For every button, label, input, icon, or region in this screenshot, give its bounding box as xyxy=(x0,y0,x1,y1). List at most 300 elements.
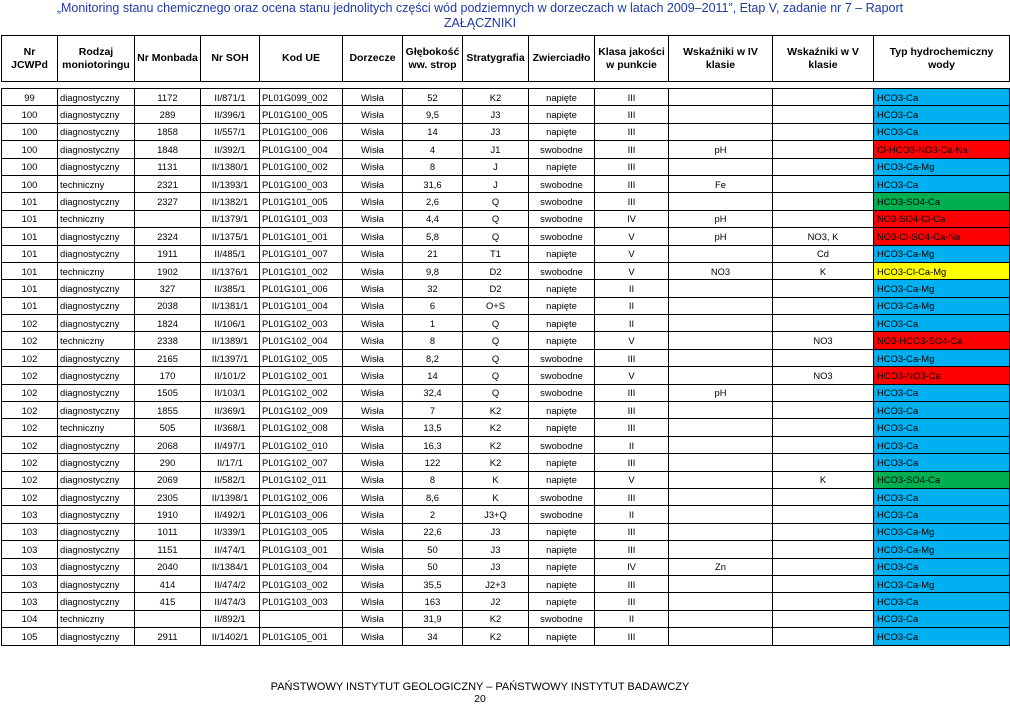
table-row xyxy=(2,228,1010,245)
cell-water-table: swobodne xyxy=(529,193,595,210)
page-number: 20 xyxy=(474,693,486,705)
cell-quality-class: II xyxy=(595,506,669,523)
cell-hydrochemical-type: HCO3-Ca-Mg xyxy=(874,245,1010,262)
cell-river-basin: Wisła xyxy=(343,332,403,349)
cell-monitoring-type: diagnostyczny xyxy=(58,280,135,297)
table-row xyxy=(2,506,1010,523)
table-row xyxy=(2,89,1010,106)
cell-eu-code: PL01G102_006 xyxy=(260,488,343,505)
cell-class-iv-indicators xyxy=(669,193,773,210)
cell-water-table: napięte xyxy=(529,245,595,262)
cell-monitoring-type: diagnostyczny xyxy=(58,123,135,140)
cell-eu-code: PL01G100_005 xyxy=(260,106,343,123)
cell-monitoring-type: diagnostyczny xyxy=(58,315,135,332)
cell-water-table: napięte xyxy=(529,628,595,645)
cell-stratigraphy: T1 xyxy=(463,245,529,262)
cell-monbada: 327 xyxy=(135,280,201,297)
cell-quality-class: III xyxy=(595,593,669,610)
table-row xyxy=(2,315,1010,332)
cell-stratigraphy: K2 xyxy=(463,419,529,436)
cell-quality-class: II xyxy=(595,436,669,453)
cell-class-iv-indicators xyxy=(669,454,773,471)
cell-river-basin: Wisła xyxy=(343,315,403,332)
cell-river-basin: Wisła xyxy=(343,558,403,575)
cell-monitoring-type: diagnostyczny xyxy=(58,367,135,384)
cell-eu-code: PL01G102_009 xyxy=(260,402,343,419)
cell-depth: 8 xyxy=(403,158,463,175)
cell-jcwpd: 101 xyxy=(2,297,58,314)
cell-depth: 50 xyxy=(403,541,463,558)
table-row xyxy=(2,262,1010,279)
cell-class-iv-indicators: pH xyxy=(669,228,773,245)
cell-class-iv-indicators xyxy=(669,506,773,523)
cell-class-iv-indicators: pH xyxy=(669,384,773,401)
cell-river-basin: Wisła xyxy=(343,367,403,384)
cell-water-table: napięte xyxy=(529,575,595,592)
cell-depth: 22,6 xyxy=(403,523,463,540)
cell-hydrochemical-type: HCO3-SO4-Ca xyxy=(874,193,1010,210)
table-row xyxy=(2,210,1010,227)
table-row xyxy=(2,106,1010,123)
cell-river-basin: Wisła xyxy=(343,141,403,158)
cell-hydrochemical-type: HCO3-Ca xyxy=(874,315,1010,332)
cell-stratigraphy: Q xyxy=(463,349,529,366)
cell-stratigraphy: Q xyxy=(463,228,529,245)
cell-class-iv-indicators: Zn xyxy=(669,558,773,575)
cell-quality-class: III xyxy=(595,523,669,540)
cell-hydrochemical-type: HCO3-Ca xyxy=(874,610,1010,627)
cell-depth: 9,8 xyxy=(403,262,463,279)
cell-jcwpd: 102 xyxy=(2,419,58,436)
cell-river-basin: Wisła xyxy=(343,454,403,471)
cell-soh: II/474/3 xyxy=(201,593,260,610)
cell-stratigraphy: K2 xyxy=(463,89,529,106)
cell-monitoring-type: techniczny xyxy=(58,610,135,627)
cell-monitoring-type: diagnostyczny xyxy=(58,436,135,453)
cell-river-basin: Wisła xyxy=(343,628,403,645)
cell-class-v-indicators xyxy=(773,575,874,592)
cell-monitoring-type: diagnostyczny xyxy=(58,349,135,366)
cell-water-table: napięte xyxy=(529,541,595,558)
cell-water-table: napięte xyxy=(529,471,595,488)
cell-stratigraphy: Q xyxy=(463,210,529,227)
column-header-jcwpd: Nr JCWPd xyxy=(2,36,58,82)
column-header-class-iv-indicators: Wskaźniki w IV klasie xyxy=(669,36,773,82)
cell-monbada: 415 xyxy=(135,593,201,610)
cell-jcwpd: 100 xyxy=(2,106,58,123)
column-header-depth: Głębokość ww. strop xyxy=(403,36,463,82)
cell-monitoring-type: diagnostyczny xyxy=(58,106,135,123)
cell-water-table: swobodne xyxy=(529,210,595,227)
table-row xyxy=(2,141,1010,158)
table-row xyxy=(2,436,1010,453)
cell-stratigraphy: O+S xyxy=(463,297,529,314)
cell-hydrochemical-type: HCO3-Ca xyxy=(874,454,1010,471)
cell-monitoring-type: diagnostyczny xyxy=(58,506,135,523)
cell-river-basin: Wisła xyxy=(343,349,403,366)
cell-class-v-indicators xyxy=(773,315,874,332)
cell-soh: II/474/2 xyxy=(201,575,260,592)
cell-monitoring-type: diagnostyczny xyxy=(58,228,135,245)
cell-water-table: napięte xyxy=(529,297,595,314)
cell-monitoring-type: diagnostyczny xyxy=(58,89,135,106)
cell-class-v-indicators: K xyxy=(773,471,874,488)
cell-monbada: 1911 xyxy=(135,245,201,262)
cell-hydrochemical-type: HCO3-Ca-Mg xyxy=(874,349,1010,366)
cell-depth: 2 xyxy=(403,506,463,523)
cell-stratigraphy: Q xyxy=(463,332,529,349)
table-row xyxy=(2,332,1010,349)
cell-class-v-indicators xyxy=(773,419,874,436)
cell-quality-class: IV xyxy=(595,558,669,575)
cell-river-basin: Wisła xyxy=(343,193,403,210)
cell-soh: II/1381/1 xyxy=(201,297,260,314)
cell-hydrochemical-type: HCO3-Ca-Mg xyxy=(874,158,1010,175)
cell-soh: II/492/1 xyxy=(201,506,260,523)
cell-monbada: 289 xyxy=(135,106,201,123)
cell-eu-code: PL01G101_003 xyxy=(260,210,343,227)
cell-hydrochemical-type: HCO3-Ca xyxy=(874,419,1010,436)
cell-water-table: swobodne xyxy=(529,262,595,279)
cell-river-basin: Wisła xyxy=(343,610,403,627)
header-spacer-row xyxy=(2,82,1010,89)
cell-jcwpd: 100 xyxy=(2,141,58,158)
cell-river-basin: Wisła xyxy=(343,402,403,419)
cell-eu-code: PL01G102_010 xyxy=(260,436,343,453)
cell-class-iv-indicators xyxy=(669,158,773,175)
cell-soh: II/1402/1 xyxy=(201,628,260,645)
cell-monbada: 1151 xyxy=(135,541,201,558)
cell-river-basin: Wisła xyxy=(343,175,403,192)
column-header-river-basin: Dorzecze xyxy=(343,36,403,82)
cell-hydrochemical-type: HCO3-Ca-Mg xyxy=(874,297,1010,314)
cell-class-v-indicators xyxy=(773,193,874,210)
cell-class-v-indicators xyxy=(773,175,874,192)
cell-depth: 14 xyxy=(403,123,463,140)
cell-class-v-indicators xyxy=(773,89,874,106)
cell-monbada: 1848 xyxy=(135,141,201,158)
cell-eu-code: PL01G103_002 xyxy=(260,575,343,592)
cell-jcwpd: 100 xyxy=(2,175,58,192)
cell-jcwpd: 101 xyxy=(2,193,58,210)
cell-jcwpd: 102 xyxy=(2,384,58,401)
cell-water-table: napięte xyxy=(529,315,595,332)
cell-river-basin: Wisła xyxy=(343,488,403,505)
cell-quality-class: III xyxy=(595,89,669,106)
cell-water-table: napięte xyxy=(529,454,595,471)
cell-monbada: 1131 xyxy=(135,158,201,175)
cell-class-iv-indicators xyxy=(669,523,773,540)
cell-monitoring-type: diagnostyczny xyxy=(58,593,135,610)
cell-soh: II/892/1 xyxy=(201,610,260,627)
column-header-water-table: Zwierciadło xyxy=(529,36,595,82)
cell-depth: 16,3 xyxy=(403,436,463,453)
cell-river-basin: Wisła xyxy=(343,436,403,453)
cell-river-basin: Wisła xyxy=(343,297,403,314)
cell-soh: II/1375/1 xyxy=(201,228,260,245)
cell-monbada: 1011 xyxy=(135,523,201,540)
cell-hydrochemical-type: HCO3-Ca xyxy=(874,506,1010,523)
cell-class-iv-indicators xyxy=(669,628,773,645)
cell-monitoring-type: diagnostyczny xyxy=(58,245,135,262)
table-row xyxy=(2,541,1010,558)
cell-depth: 163 xyxy=(403,593,463,610)
cell-jcwpd: 102 xyxy=(2,367,58,384)
cell-stratigraphy: K xyxy=(463,471,529,488)
cell-quality-class: V xyxy=(595,367,669,384)
cell-river-basin: Wisła xyxy=(343,89,403,106)
cell-depth: 2,6 xyxy=(403,193,463,210)
cell-quality-class: III xyxy=(595,488,669,505)
cell-monbada: 2068 xyxy=(135,436,201,453)
cell-eu-code: PL01G102_011 xyxy=(260,471,343,488)
cell-class-iv-indicators xyxy=(669,123,773,140)
cell-depth: 31,6 xyxy=(403,175,463,192)
cell-river-basin: Wisła xyxy=(343,158,403,175)
cell-monbada: 1824 xyxy=(135,315,201,332)
cell-class-v-indicators xyxy=(773,593,874,610)
table-row xyxy=(2,523,1010,540)
cell-class-v-indicators xyxy=(773,280,874,297)
cell-quality-class: V xyxy=(595,471,669,488)
cell-water-table: napięte xyxy=(529,558,595,575)
cell-monbada: 2321 xyxy=(135,175,201,192)
cell-river-basin: Wisła xyxy=(343,419,403,436)
cell-river-basin: Wisła xyxy=(343,541,403,558)
cell-quality-class: II xyxy=(595,610,669,627)
cell-quality-class: III xyxy=(595,384,669,401)
cell-water-table: napięte xyxy=(529,419,595,436)
cell-eu-code: PL01G101_007 xyxy=(260,245,343,262)
cell-eu-code: PL01G103_004 xyxy=(260,558,343,575)
cell-jcwpd: 102 xyxy=(2,454,58,471)
cell-class-v-indicators xyxy=(773,210,874,227)
cell-class-v-indicators: K xyxy=(773,262,874,279)
cell-monbada: 2324 xyxy=(135,228,201,245)
cell-monbada: 1902 xyxy=(135,262,201,279)
table-row xyxy=(2,367,1010,384)
cell-monbada: 2305 xyxy=(135,488,201,505)
cell-river-basin: Wisła xyxy=(343,106,403,123)
cell-depth: 4 xyxy=(403,141,463,158)
table-body xyxy=(2,82,1010,646)
cell-jcwpd: 101 xyxy=(2,228,58,245)
cell-class-v-indicators xyxy=(773,506,874,523)
cell-depth: 32,4 xyxy=(403,384,463,401)
cell-river-basin: Wisła xyxy=(343,123,403,140)
cell-water-table: napięte xyxy=(529,106,595,123)
cell-depth: 35,5 xyxy=(403,575,463,592)
cell-stratigraphy: J1 xyxy=(463,141,529,158)
cell-class-v-indicators xyxy=(773,384,874,401)
cell-jcwpd: 104 xyxy=(2,610,58,627)
cell-stratigraphy: J3 xyxy=(463,106,529,123)
cell-soh: II/871/1 xyxy=(201,89,260,106)
cell-monitoring-type: diagnostyczny xyxy=(58,523,135,540)
cell-monbada: 414 xyxy=(135,575,201,592)
cell-depth: 9,5 xyxy=(403,106,463,123)
cell-water-table: napięte xyxy=(529,332,595,349)
cell-depth: 50 xyxy=(403,558,463,575)
cell-depth: 4,4 xyxy=(403,210,463,227)
cell-monbada: 2040 xyxy=(135,558,201,575)
cell-soh: II/1397/1 xyxy=(201,349,260,366)
table-row xyxy=(2,175,1010,192)
cell-quality-class: II xyxy=(595,315,669,332)
table-row xyxy=(2,245,1010,262)
cell-hydrochemical-type: HCO3-Cl-Ca-Mg xyxy=(874,262,1010,279)
cell-hydrochemical-type: HCO3-Ca-Mg xyxy=(874,523,1010,540)
cell-class-iv-indicators xyxy=(669,488,773,505)
cell-river-basin: Wisła xyxy=(343,245,403,262)
cell-monitoring-type: diagnostyczny xyxy=(58,558,135,575)
spacer-cell xyxy=(2,82,1010,89)
cell-soh: II/557/1 xyxy=(201,123,260,140)
cell-eu-code: PL01G102_001 xyxy=(260,367,343,384)
cell-class-iv-indicators xyxy=(669,541,773,558)
cell-eu-code: PL01G103_005 xyxy=(260,523,343,540)
cell-soh: II/1379/1 xyxy=(201,210,260,227)
cell-class-iv-indicators xyxy=(669,332,773,349)
cell-jcwpd: 102 xyxy=(2,349,58,366)
cell-class-v-indicators xyxy=(773,541,874,558)
column-header-class-v-indicators: Wskaźniki w V klasie xyxy=(773,36,874,82)
cell-monitoring-type: diagnostyczny xyxy=(58,454,135,471)
cell-monbada: 2069 xyxy=(135,471,201,488)
cell-eu-code: PL01G102_008 xyxy=(260,419,343,436)
cell-eu-code: PL01G101_005 xyxy=(260,193,343,210)
cell-soh: II/385/1 xyxy=(201,280,260,297)
report-title: „Monitoring stanu chemicznego oraz ocena stanu jednolitych części wód podziemnych w dorzeczach w latach 2009–2011”, Etap V, zadanie nr 7 – Raport xyxy=(56,1,904,15)
cell-jcwpd: 102 xyxy=(2,315,58,332)
cell-monitoring-type: techniczny xyxy=(58,332,135,349)
cell-stratigraphy: K2 xyxy=(463,610,529,627)
cell-eu-code: PL01G102_002 xyxy=(260,384,343,401)
cell-water-table: swobodne xyxy=(529,141,595,158)
footer-institute: PAŃSTWOWY INSTYTUT GEOLOGICZNY – PAŃSTWOWY INSTYTUT BADAWCZY xyxy=(270,681,690,693)
cell-monbada: 170 xyxy=(135,367,201,384)
cell-jcwpd: 101 xyxy=(2,210,58,227)
cell-jcwpd: 103 xyxy=(2,523,58,540)
cell-soh: II/17/1 xyxy=(201,454,260,471)
table-row xyxy=(2,454,1010,471)
cell-quality-class: III xyxy=(595,141,669,158)
cell-eu-code: PL01G103_003 xyxy=(260,593,343,610)
cell-quality-class: III xyxy=(595,628,669,645)
cell-hydrochemical-type: NO3-SO4-Cl-Ca xyxy=(874,210,1010,227)
cell-monbada: 1858 xyxy=(135,123,201,140)
column-header-eu-code: Kod UE xyxy=(260,36,343,82)
cell-hydrochemical-type: HCO3-Ca-Mg xyxy=(874,575,1010,592)
column-header-hydrochemical-type: Typ hydrochemiczny wody xyxy=(874,36,1010,82)
cell-class-v-indicators xyxy=(773,349,874,366)
cell-hydrochemical-type: NO3-HCO3-SO4-Ca xyxy=(874,332,1010,349)
cell-soh: II/368/1 xyxy=(201,419,260,436)
cell-class-v-indicators xyxy=(773,106,874,123)
cell-stratigraphy: J3+Q xyxy=(463,506,529,523)
cell-water-table: swobodne xyxy=(529,228,595,245)
cell-water-table: napięte xyxy=(529,402,595,419)
cell-jcwpd: 102 xyxy=(2,488,58,505)
column-header-soh: Nr SOH xyxy=(201,36,260,82)
cell-class-v-indicators xyxy=(773,523,874,540)
cell-monitoring-type: diagnostyczny xyxy=(58,471,135,488)
cell-jcwpd: 102 xyxy=(2,402,58,419)
cell-class-iv-indicators: NO3 xyxy=(669,262,773,279)
cell-soh: II/1398/1 xyxy=(201,488,260,505)
cell-river-basin: Wisła xyxy=(343,228,403,245)
cell-soh: II/474/1 xyxy=(201,541,260,558)
cell-eu-code: PL01G102_003 xyxy=(260,315,343,332)
cell-depth: 8 xyxy=(403,471,463,488)
cell-hydrochemical-type: HCO3-Ca xyxy=(874,384,1010,401)
cell-monitoring-type: techniczny xyxy=(58,210,135,227)
cell-depth: 31,9 xyxy=(403,610,463,627)
cell-monbada: 2911 xyxy=(135,628,201,645)
table-row xyxy=(2,471,1010,488)
cell-monitoring-type: diagnostyczny xyxy=(58,541,135,558)
table-row xyxy=(2,575,1010,592)
cell-quality-class: V xyxy=(595,228,669,245)
cell-quality-class: V xyxy=(595,332,669,349)
cell-monitoring-type: diagnostyczny xyxy=(58,297,135,314)
cell-monbada: 2327 xyxy=(135,193,201,210)
cell-quality-class: III xyxy=(595,402,669,419)
cell-depth: 52 xyxy=(403,89,463,106)
cell-hydrochemical-type: HCO3-Ca xyxy=(874,488,1010,505)
column-header-monbada: Nr Monbada xyxy=(135,36,201,82)
cell-monbada: 2038 xyxy=(135,297,201,314)
cell-class-iv-indicators xyxy=(669,471,773,488)
cell-eu-code: PL01G101_004 xyxy=(260,297,343,314)
cell-hydrochemical-type: HCO3-Ca xyxy=(874,436,1010,453)
cell-class-iv-indicators xyxy=(669,419,773,436)
cell-water-table: swobodne xyxy=(529,488,595,505)
cell-depth: 7 xyxy=(403,402,463,419)
column-header-quality-class: Klasa jakości w punkcie xyxy=(595,36,669,82)
cell-soh: II/392/1 xyxy=(201,141,260,158)
cell-river-basin: Wisła xyxy=(343,471,403,488)
cell-quality-class: III xyxy=(595,123,669,140)
cell-stratigraphy: J2 xyxy=(463,593,529,610)
cell-monbada: 290 xyxy=(135,454,201,471)
cell-monbada xyxy=(135,210,201,227)
cell-water-table: swobodne xyxy=(529,175,595,192)
cell-water-table: napięte xyxy=(529,158,595,175)
cell-quality-class: III xyxy=(595,419,669,436)
cell-soh: II/582/1 xyxy=(201,471,260,488)
table-row xyxy=(2,488,1010,505)
cell-soh: II/1376/1 xyxy=(201,262,260,279)
table-row xyxy=(2,297,1010,314)
cell-depth: 122 xyxy=(403,454,463,471)
table-row xyxy=(2,610,1010,627)
cell-soh: II/497/1 xyxy=(201,436,260,453)
cell-class-v-indicators xyxy=(773,141,874,158)
cell-stratigraphy: Q xyxy=(463,384,529,401)
cell-jcwpd: 102 xyxy=(2,332,58,349)
cell-quality-class: III xyxy=(595,575,669,592)
table-row xyxy=(2,593,1010,610)
cell-class-iv-indicators: pH xyxy=(669,210,773,227)
cell-stratigraphy: K2 xyxy=(463,628,529,645)
cell-depth: 14 xyxy=(403,367,463,384)
cell-jcwpd: 105 xyxy=(2,628,58,645)
cell-stratigraphy: J3 xyxy=(463,123,529,140)
cell-eu-code: PL01G101_001 xyxy=(260,228,343,245)
cell-hydrochemical-type: HCO3-Ca xyxy=(874,123,1010,140)
cell-class-v-indicators xyxy=(773,436,874,453)
